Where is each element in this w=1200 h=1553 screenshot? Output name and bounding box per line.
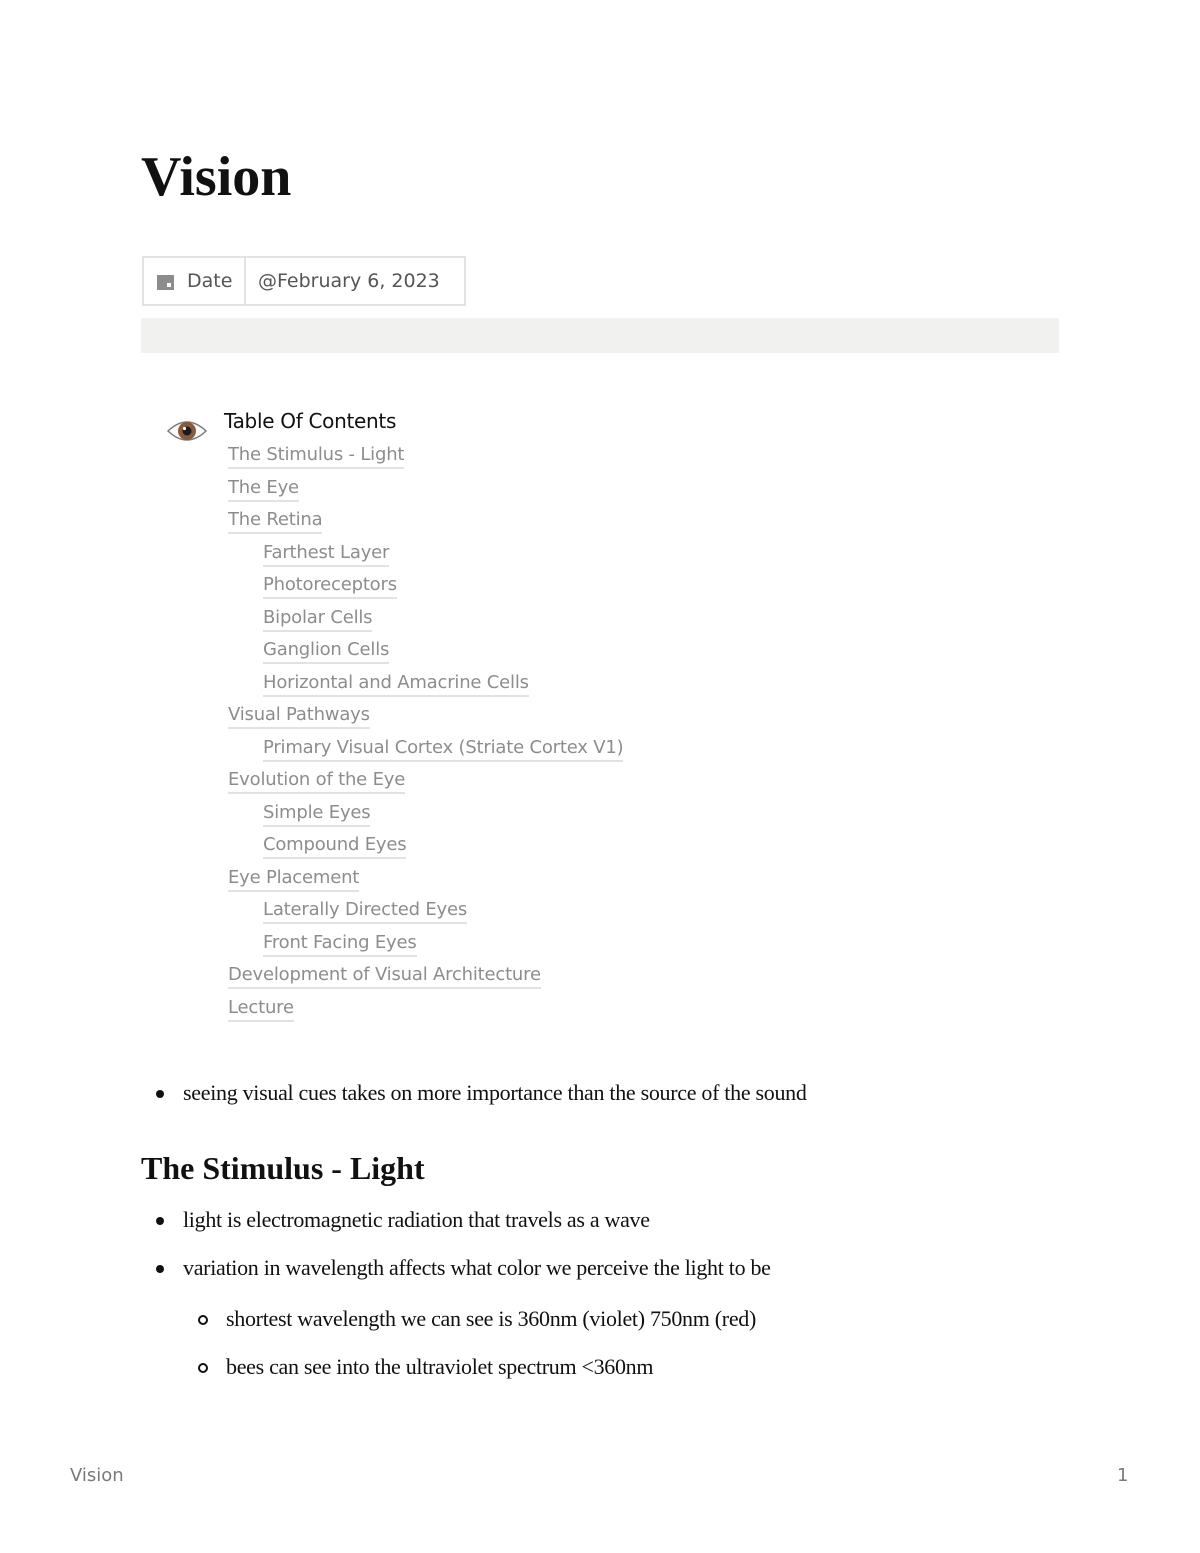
list-item: variation in wavelength affects what color we perceive the light to be: [183, 1255, 771, 1280]
calendar-icon: [157, 275, 174, 290]
toc-link[interactable]: Primary Visual Cortex (Striate Cortex V1): [263, 737, 623, 762]
toc-link[interactable]: Laterally Directed Eyes: [263, 899, 467, 924]
list-item: seeing visual cues takes on more importance than the source of the sound: [183, 1080, 807, 1105]
divider-bar: [141, 318, 1059, 353]
page-title: Vision: [141, 146, 292, 208]
bullet-dot: [156, 1090, 164, 1098]
toc-link[interactable]: Photoreceptors: [263, 574, 397, 599]
bullet-dot: [156, 1217, 164, 1225]
eye-icon: [166, 414, 208, 448]
toc-link[interactable]: Ganglion Cells: [263, 639, 389, 664]
footer-page-number: 1: [1117, 1465, 1129, 1486]
list-item: shortest wavelength we can see is 360nm (violet) 750nm (red): [226, 1306, 757, 1331]
property-name-cell: [143, 257, 245, 305]
toc-link[interactable]: The Eye: [228, 477, 299, 502]
toc-link[interactable]: Compound Eyes: [263, 834, 406, 859]
toc-link[interactable]: Eye Placement: [228, 867, 359, 892]
list-item: light is electromagnetic radiation that travels as a wave: [183, 1207, 650, 1232]
sub-bullet-circle: [198, 1315, 208, 1325]
toc-title: Table Of Contents: [224, 409, 397, 433]
toc-link[interactable]: Farthest Layer: [263, 542, 389, 567]
toc-link[interactable]: Front Facing Eyes: [263, 932, 417, 957]
section-heading: The Stimulus - Light: [141, 1150, 425, 1186]
toc-link[interactable]: Lecture: [228, 997, 294, 1022]
toc-link[interactable]: Horizontal and Amacrine Cells: [263, 672, 529, 697]
sub-bullet-circle: [198, 1363, 208, 1373]
property-name: Date: [187, 270, 233, 292]
toc-link[interactable]: Visual Pathways: [228, 704, 370, 729]
footer-doc-name: Vision: [70, 1465, 124, 1486]
property-value-date[interactable]: @February 6, 2023: [245, 257, 465, 305]
toc-link[interactable]: The Stimulus - Light: [228, 444, 404, 469]
property-row-date: [143, 257, 465, 305]
toc-link[interactable]: Evolution of the Eye: [228, 769, 405, 794]
toc-link[interactable]: Simple Eyes: [263, 802, 370, 827]
properties-table: [142, 256, 466, 306]
toc-link[interactable]: Development of Visual Architecture: [228, 964, 541, 989]
toc-link[interactable]: The Retina: [228, 509, 322, 534]
toc-link[interactable]: Bipolar Cells: [263, 607, 372, 632]
list-item: bees can see into the ultraviolet spectrum <360nm: [226, 1354, 654, 1379]
bullet-dot: [156, 1265, 164, 1273]
